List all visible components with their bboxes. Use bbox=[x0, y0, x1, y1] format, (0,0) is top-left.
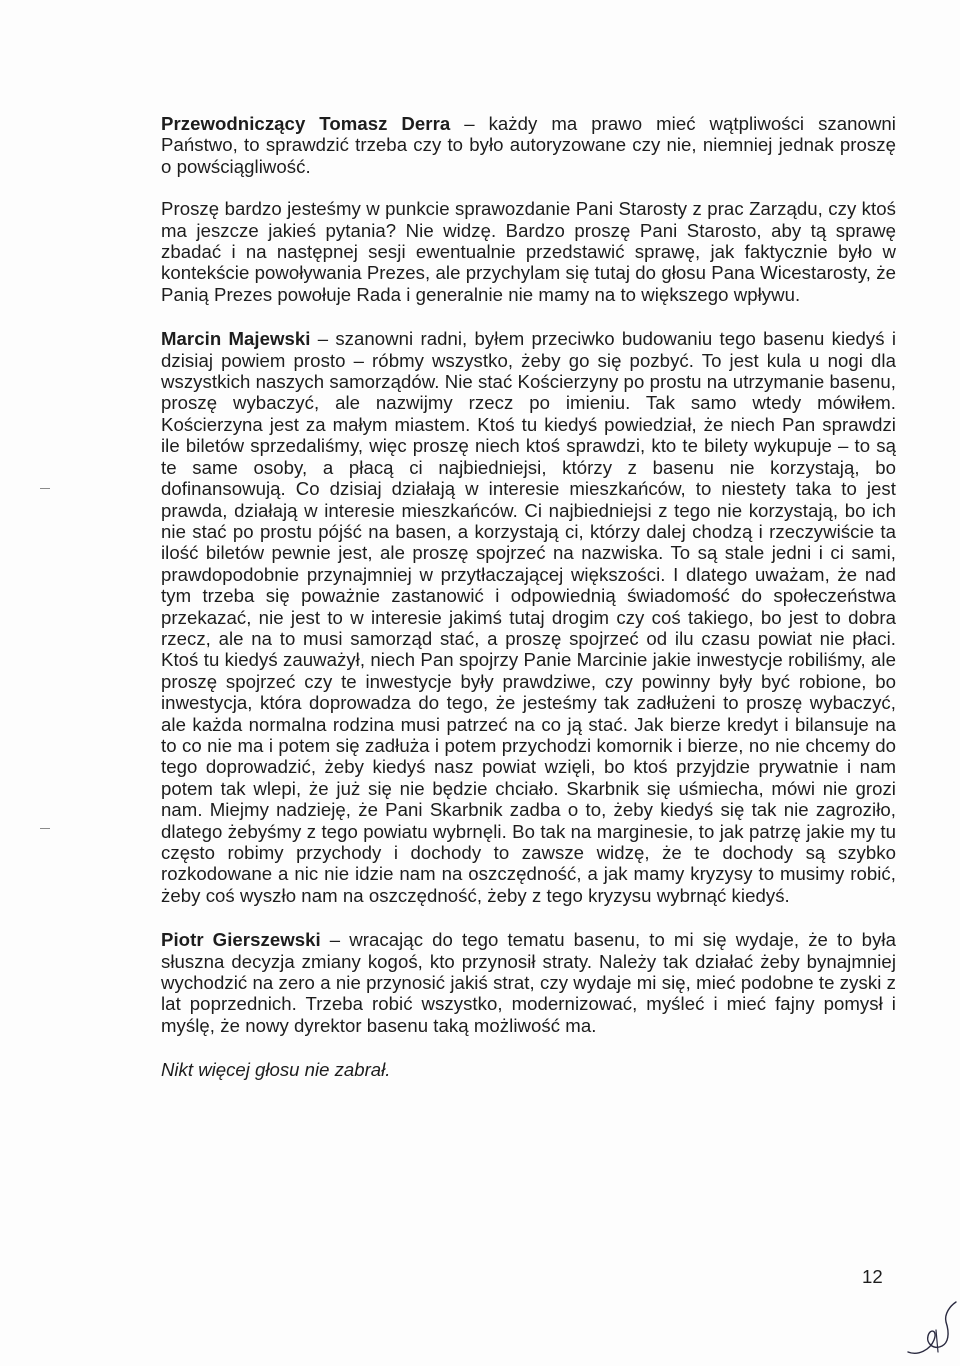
speaker-name: Piotr Gierszewski bbox=[161, 929, 321, 951]
speaker-name: Marcin Majewski bbox=[161, 328, 311, 350]
scan-artifact bbox=[40, 488, 50, 489]
handwritten-initials-icon bbox=[900, 1300, 960, 1360]
closing-remark: Nikt więcej głosu nie zabrał. bbox=[161, 1059, 391, 1081]
paragraph-text: – wracając do tego tematu basenu, to mi się wydaje, że to była słuszna decyzja zmiany kogoś, kto przynosił straty. Należy tak działać żeby bynajmniej wychodzić na zero a nie przynosić jakiś strat, czy wydaje mi się, mieć podobne te zyski z lat poprzednich. Trzeba robić wszystko, modernizować, myśleć i mieć fajny pomysł i myślę, że nowy dyrektor basenu taką możliwość ma. bbox=[161, 929, 896, 1036]
paragraph-derra-2 bbox=[161, 198, 896, 305]
paragraph-text: – każdy ma prawo mieć wątpliwości szanowni Państwo, to sprawdzić trzeba czy to było autoryzowane czy nie, niemniej jednak proszę o powściągliwość. bbox=[161, 113, 896, 177]
speaker-name: Przewodniczący Tomasz Derra bbox=[161, 113, 451, 134]
paragraph-gierszewski bbox=[161, 929, 896, 1036]
page-number: 12 bbox=[862, 1266, 883, 1287]
scan-artifact bbox=[40, 828, 50, 829]
paragraph-majewski bbox=[161, 328, 896, 906]
paragraph-derra-1 bbox=[161, 113, 896, 177]
paragraph-text: Proszę bardzo jesteśmy w punkcie sprawozdanie Pani Starosty z prac Zarządu, czy ktoś ma jeszcze jakieś pytania? Nie widzę. Bardzo proszę Pani Starosto, aby tą sprawę zbadać i na następnej sesji ewentualnie przedstawić sprawę, jak faktycznie było w kontekście powoływania Prezes, ale przychylam się tutaj do głosu Pana Wicestarosty, że Panią Prezes powołuje Rada i generalnie nie mamy na to większego wpływu. bbox=[161, 198, 896, 305]
paragraph-text: – szanowni radni, byłem przeciwko budowaniu tego basenu kiedyś i dzisiaj powiem prosto – róbmy wszystko, żeby go się pozbyć. To jest kula u nogi dla wszystkich naszych samorządów. Nie stać Kościerzyny po prostu na utrzymanie basenu, proszę wybaczyć, ale nazwijmy rzecz po imieniu. Tak samo wtedy mówiłem. Kościerzyna jest za małym miastem. Ktoś tu kiedyś powiedział, że niech Pan sprawdzi ile biletów sprzedaliśmy, więc proszę niech ktoś sprawdzi, kto te bilety wykupuje – to są te same osoby, a płacą ci najbiedniejsi, którzy z basenu nie korzystają, bo dofinansowują. Co dzisiaj działają w interesie mieszkańców, to niestety taka to jest prawda, działają w interesie mieszkańców. Ci najbiedniejsi z tego nie korzystają, bo ich nie stać po prostu pójść na basen, a korzystają ci, którzy dalej chodzą i rzeczywiście ta ilość biletów pewnie jest, ale proszę spojrzeć na nazwiska. To są stale jedni i ci sami, prawdopodobnie przynajmniej w przytłaczającej większości. I dlatego uważam, że nad tym trzeba się poważnie zastanowić i odpowiednią świadomość do społeczeństwa przekazać, nie jest to w interesie jakimś tutaj drogim czy coś takiego, bo jest to dobra rzecz, ale na to musi samorząd stać, a proszę spojrzeć od ilu czasu powiat nie płaci. Ktoś tu kiedyś zauważył, niech Pan spojrzy Panie Marcinie jakie inwestycje robiliśmy, ale proszę spojrzeć czy te inwestycje były prawdziwe, czy powinny były być robione, bo inwestycja, która doprowadza do tego, że jesteśmy tak zadłużeni to proszę wybaczyć, ale każda normalna rodzina musi patrzeć na co ją stać. Jak bierze kredyt i bilansuje na to co nie ma i potem się zadłuża i potem przychodzi komornik i bierze, no nie chcemy do tego doprowadzić, żeby kiedyś nasz powiat wzięli, bo ktoś przyjdzie prywatnie i nam potem tak wlepi, że już się nie będzie chciało. Skarbnik się uśmiecha, mówi nie grozi nam. Miejmy nadzieję, że Pani Skarbnik zadba o to, żeby kiedyś się tak nie zagroziło, dlatego żebyśmy z tego powiatu wybrnęli. Bo tak na marginesie, to jak patrzę jakie my tu często robimy przychody i dochody to zawsze widzę, że te dochody są szybko rozkodowane a nic nie idzie nam na oszczędność, a jak mamy kryzysy to musimy robić, żeby coś wyszło nam na oszczędność, żeby z tego kryzysu wybrnąć kiedyś. bbox=[161, 328, 896, 906]
document-body bbox=[161, 113, 896, 1081]
